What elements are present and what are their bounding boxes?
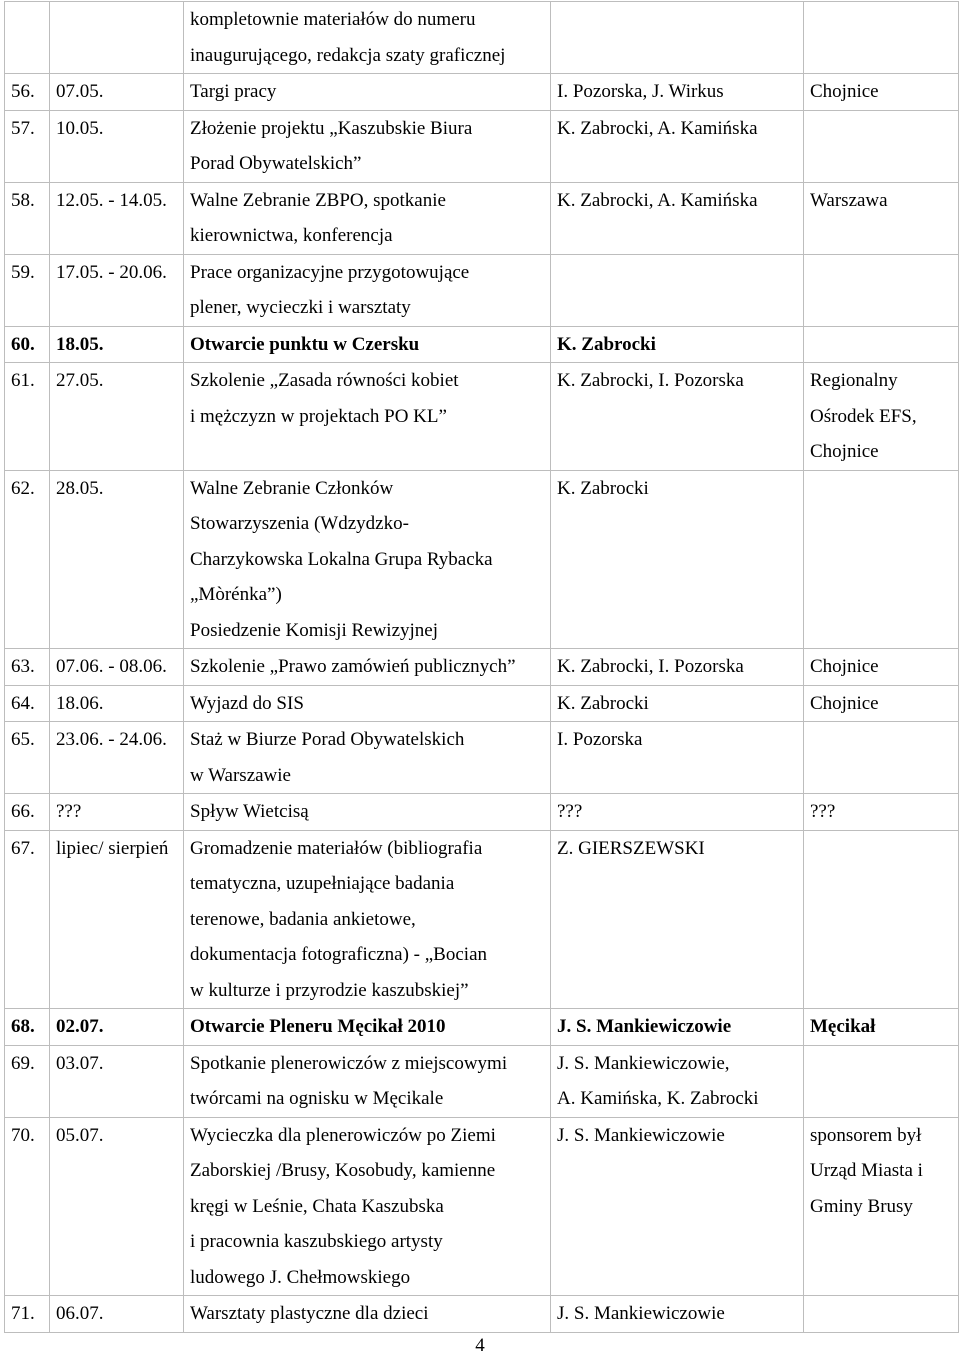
- row-number-cell: [5, 794, 50, 831]
- responsible-cell: [551, 1009, 804, 1046]
- row-number-text: 68.: [11, 1016, 35, 1037]
- page-number: 4: [475, 1335, 485, 1356]
- row-number-text: 66.: [11, 801, 35, 822]
- event-line: Spotkanie plenerowiczów z miejscowymi: [190, 1052, 508, 1074]
- event-line: Szkolenie „Zasada równości kobiet: [190, 370, 459, 391]
- row-number-text: 62.: [11, 477, 35, 499]
- place-cell: [804, 685, 959, 722]
- responsible-cell: [551, 74, 804, 111]
- place-cell: [804, 830, 959, 1009]
- event-cell: [184, 2, 551, 74]
- event-line: Stowarzyszenia (Wdzydzko-: [190, 513, 409, 534]
- responsible-cell: [551, 470, 804, 649]
- place-line: Męcikał: [810, 1016, 876, 1037]
- place-cell: [804, 470, 959, 649]
- date-text: 28.05.: [56, 477, 104, 499]
- responsible-cell: [551, 363, 804, 471]
- responsible-line: K. Zabrocki, A. Kamińska: [557, 189, 758, 211]
- date-text: 12.05. - 14.05.: [56, 189, 167, 211]
- schedule-table: [4, 1, 959, 1333]
- event-cell: [184, 182, 551, 254]
- date-cell: [50, 1117, 184, 1296]
- event-cell: [184, 110, 551, 182]
- event-line: kręgi w Leśnie, Chata Kaszubska: [190, 1195, 444, 1217]
- schedule-table-body: [5, 2, 959, 1333]
- event-line: Warsztaty plastyczne dla dzieci: [190, 1303, 429, 1324]
- responsible-line: K. Zabrocki: [557, 477, 649, 499]
- responsible-line: A. Kamińska, K. Zabrocki: [557, 1088, 759, 1109]
- responsible-cell: [551, 722, 804, 794]
- table-row: [5, 2, 959, 74]
- place-line: ???: [810, 801, 836, 822]
- place-line: [810, 2, 952, 38]
- event-cell: [184, 1045, 551, 1117]
- row-number-cell: [5, 182, 50, 254]
- date-text: 07.05.: [56, 81, 104, 102]
- place-cell: [804, 1117, 959, 1296]
- place-line: [810, 327, 952, 363]
- event-line: Staż w Biurze Porad Obywatelskich: [190, 729, 465, 750]
- event-line: i mężczyzn w projektach PO KL”: [190, 405, 447, 427]
- event-line: w kulturze i przyrodzie kaszubskiej”: [190, 979, 469, 1001]
- row-number-cell: [5, 1045, 50, 1117]
- date-text: lipiec/ sierpień: [56, 837, 169, 859]
- row-number-cell: [5, 2, 50, 74]
- event-line: Gromadzenie materiałów (bibliografia: [190, 837, 483, 859]
- responsible-cell: [551, 685, 804, 722]
- place-line: [810, 471, 952, 507]
- date-cell: [50, 110, 184, 182]
- date-cell: [50, 1045, 184, 1117]
- event-cell: [184, 363, 551, 471]
- place-line: Urząd Miasta i: [810, 1160, 923, 1181]
- row-number-text: 60.: [11, 333, 35, 355]
- row-number-text: 57.: [11, 117, 35, 139]
- place-line: Ośrodek EFS,: [810, 405, 917, 427]
- table-row: [5, 1296, 959, 1333]
- row-number-text: 67.: [11, 837, 35, 859]
- event-line: dokumentacja fotograficzna) - „Bocian: [190, 944, 487, 965]
- responsible-cell: [551, 2, 804, 74]
- responsible-cell: [551, 326, 804, 363]
- date-text: 02.07.: [56, 1016, 104, 1037]
- responsible-line: Z. GIERSZEWSKI: [557, 837, 705, 859]
- row-number-text: 64.: [11, 692, 35, 714]
- event-line: i pracownia kaszubskiego artysty: [190, 1231, 443, 1252]
- event-cell: [184, 254, 551, 326]
- row-number-text: 71.: [11, 1303, 35, 1324]
- responsible-cell: [551, 1045, 804, 1117]
- row-number-cell: [5, 722, 50, 794]
- row-number-cell: [5, 685, 50, 722]
- date-cell: [50, 326, 184, 363]
- event-line: Złożenie projektu „Kaszubskie Biura: [190, 117, 473, 139]
- responsible-line: [557, 255, 797, 291]
- event-line: Walne Zebranie Członków: [190, 477, 394, 499]
- date-cell: [50, 1009, 184, 1046]
- date-cell: [50, 794, 184, 831]
- responsible-line: K. Zabrocki: [557, 333, 656, 355]
- event-cell: [184, 794, 551, 831]
- row-number-cell: [5, 326, 50, 363]
- event-line: Wyjazd do SIS: [190, 692, 304, 714]
- date-text: 23.06. - 24.06.: [56, 729, 167, 750]
- event-cell: [184, 1117, 551, 1296]
- row-number-cell: [5, 110, 50, 182]
- event-line: kierownictwa, konferencja: [190, 225, 393, 246]
- date-text: 27.05.: [56, 370, 104, 391]
- date-text: 18.05.: [56, 333, 104, 355]
- place-line: Warszawa: [810, 189, 888, 211]
- place-line: [810, 831, 952, 867]
- date-text: 18.06.: [56, 692, 104, 714]
- date-text: 10.05.: [56, 117, 104, 139]
- row-number-cell: [5, 830, 50, 1009]
- row-number-cell: [5, 363, 50, 471]
- table-row: [5, 830, 959, 1009]
- table-row: [5, 182, 959, 254]
- place-cell: [804, 326, 959, 363]
- date-cell: [50, 830, 184, 1009]
- place-cell: [804, 2, 959, 74]
- responsible-line: I. Pozorska: [557, 729, 643, 750]
- row-number-text: 56.: [11, 81, 35, 102]
- row-number-text: 58.: [11, 189, 35, 211]
- row-number-text: 65.: [11, 729, 35, 750]
- responsible-line: [557, 2, 797, 38]
- place-line: Chojnice: [810, 692, 879, 714]
- event-line: ludowego J. Chełmowskiego: [190, 1266, 411, 1288]
- place-cell: [804, 254, 959, 326]
- table-row: [5, 685, 959, 722]
- event-cell: [184, 470, 551, 649]
- event-line: kompletownie materiałów do numeru: [190, 9, 476, 30]
- event-cell: [184, 1009, 551, 1046]
- responsible-cell: [551, 649, 804, 686]
- place-line: [810, 255, 952, 291]
- date-text: [56, 2, 177, 38]
- table-row: [5, 110, 959, 182]
- responsible-cell: [551, 830, 804, 1009]
- place-cell: [804, 74, 959, 111]
- place-cell: [804, 363, 959, 471]
- event-line: tematyczna, uzupełniające badania: [190, 873, 455, 894]
- responsible-cell: [551, 794, 804, 831]
- row-number-text: 59.: [11, 261, 35, 283]
- responsible-cell: [551, 182, 804, 254]
- table-row: [5, 649, 959, 686]
- date-text: 03.07.: [56, 1052, 104, 1074]
- event-line: terenowe, badania ankietowe,: [190, 908, 416, 930]
- event-line: Posiedzenie Komisji Rewizyjnej: [190, 619, 439, 641]
- row-number-text: 69.: [11, 1052, 35, 1074]
- event-cell: [184, 1296, 551, 1333]
- date-cell: [50, 254, 184, 326]
- event-line: Spływ Wietcisą: [190, 801, 309, 822]
- place-cell: [804, 182, 959, 254]
- place-cell: [804, 722, 959, 794]
- table-row: [5, 1045, 959, 1117]
- date-text: 06.07.: [56, 1303, 104, 1324]
- responsible-line: K. Zabrocki, I. Pozorska: [557, 656, 744, 677]
- event-line: Prace organizacyjne przygotowujące: [190, 261, 470, 283]
- place-line: sponsorem był: [810, 1124, 922, 1146]
- event-line: Otwarcie punktu w Czersku: [190, 333, 420, 355]
- date-text: 05.07.: [56, 1124, 104, 1146]
- date-cell: [50, 722, 184, 794]
- place-cell: [804, 649, 959, 686]
- event-cell: [184, 685, 551, 722]
- table-row: [5, 1009, 959, 1046]
- place-line: Regionalny: [810, 370, 898, 391]
- responsible-line: J. S. Mankiewiczowie: [557, 1124, 725, 1146]
- row-number-cell: [5, 254, 50, 326]
- event-cell: [184, 326, 551, 363]
- table-row: [5, 470, 959, 649]
- event-cell: [184, 74, 551, 111]
- date-cell: [50, 470, 184, 649]
- table-row: [5, 794, 959, 831]
- row-number-cell: [5, 649, 50, 686]
- responsible-line: K. Zabrocki: [557, 692, 649, 714]
- responsible-cell: [551, 1296, 804, 1333]
- event-line: „Mòrénka”): [190, 584, 282, 605]
- place-line: [810, 111, 952, 147]
- responsible-line: I. Pozorska, J. Wirkus: [557, 81, 724, 102]
- event-line: Targi pracy: [190, 81, 277, 102]
- date-cell: [50, 1296, 184, 1333]
- row-number-text: [11, 2, 43, 38]
- event-line: twórcami na ognisku w Męcikale: [190, 1088, 444, 1109]
- place-line: [810, 722, 952, 758]
- event-cell: [184, 649, 551, 686]
- row-number-text: 70.: [11, 1124, 35, 1146]
- table-row: [5, 722, 959, 794]
- responsible-line: ???: [557, 801, 583, 822]
- responsible-line: J. S. Mankiewiczowie,: [557, 1052, 730, 1074]
- event-line: Wycieczka dla plenerowiczów po Ziemi: [190, 1124, 496, 1146]
- place-line: [810, 1296, 952, 1332]
- row-number-cell: [5, 74, 50, 111]
- event-line: Walne Zebranie ZBPO, spotkanie: [190, 189, 446, 211]
- date-text: 07.06. - 08.06.: [56, 656, 167, 677]
- event-cell: [184, 830, 551, 1009]
- event-line: Szkolenie „Prawo zamówień publicznych”: [190, 656, 516, 677]
- event-line: inaugurującego, redakcja szaty graficznej: [190, 44, 506, 66]
- responsible-cell: [551, 110, 804, 182]
- responsible-line: K. Zabrocki, A. Kamińska: [557, 117, 758, 139]
- event-line: Zaborskiej /Brusy, Kosobudy, kamienne: [190, 1160, 496, 1181]
- date-text: ???: [56, 801, 82, 822]
- row-number-text: 61.: [11, 370, 35, 391]
- place-cell: [804, 794, 959, 831]
- event-line: w Warszawie: [190, 764, 291, 786]
- row-number-cell: [5, 1296, 50, 1333]
- table-row: [5, 74, 959, 111]
- place-line: Gminy Brusy: [810, 1195, 913, 1217]
- place-line: Chojnice: [810, 441, 879, 462]
- event-line: Otwarcie Pleneru Męcikał 2010: [190, 1016, 446, 1037]
- row-number-cell: [5, 1117, 50, 1296]
- responsible-cell: [551, 1117, 804, 1296]
- responsible-line: K. Zabrocki, I. Pozorska: [557, 370, 744, 391]
- table-row: [5, 254, 959, 326]
- date-text: 17.05. - 20.06.: [56, 261, 167, 283]
- place-cell: [804, 1296, 959, 1333]
- date-cell: [50, 2, 184, 74]
- row-number-text: 63.: [11, 656, 35, 677]
- event-line: plener, wycieczki i warsztaty: [190, 297, 411, 318]
- place-line: Chojnice: [810, 81, 879, 102]
- table-row: [5, 1117, 959, 1296]
- date-cell: [50, 685, 184, 722]
- date-cell: [50, 649, 184, 686]
- place-cell: [804, 110, 959, 182]
- event-line: Porad Obywatelskich”: [190, 153, 362, 174]
- place-cell: [804, 1009, 959, 1046]
- place-cell: [804, 1045, 959, 1117]
- table-row: [5, 363, 959, 471]
- date-cell: [50, 182, 184, 254]
- row-number-cell: [5, 470, 50, 649]
- date-cell: [50, 363, 184, 471]
- responsible-cell: [551, 254, 804, 326]
- event-cell: [184, 722, 551, 794]
- place-line: Chojnice: [810, 656, 879, 677]
- row-number-cell: [5, 1009, 50, 1046]
- place-line: [810, 1046, 952, 1082]
- responsible-line: J. S. Mankiewiczowie: [557, 1303, 725, 1324]
- table-row: [5, 326, 959, 363]
- event-line: Charzykowska Lokalna Grupa Rybacka: [190, 548, 493, 570]
- date-cell: [50, 74, 184, 111]
- responsible-line: J. S. Mankiewiczowie: [557, 1016, 732, 1037]
